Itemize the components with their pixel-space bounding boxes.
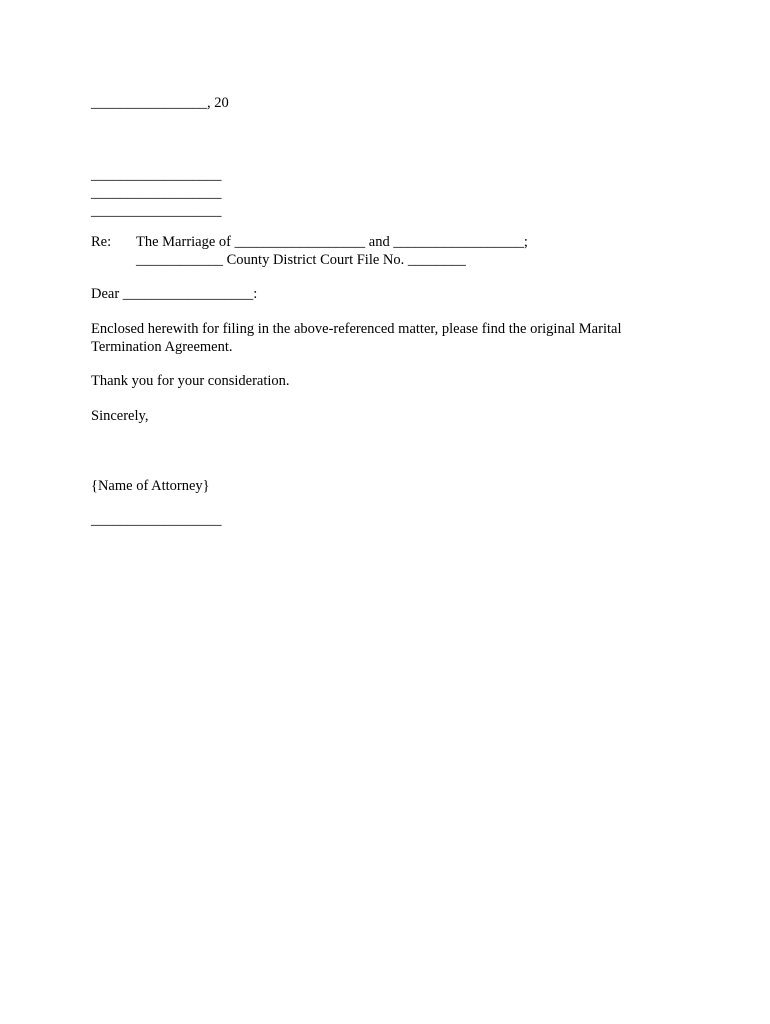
body-line-1: Enclosed herewith for filing in the above-referenced matter, please find the original Marital [91,321,622,337]
date-line: ________________, 20 [91,95,229,111]
closing: Sincerely, [91,408,149,424]
re-line-2: ____________ County District Court File No. ________ [136,252,466,268]
signer-name: {Name of Attorney} [91,478,210,494]
address-line-1: __________________ [91,167,222,183]
body-line-2: Termination Agreement. [91,339,233,355]
re-line-1: The Marriage of __________________ and __________________; [136,234,528,250]
signature-line: __________________ [91,512,222,528]
salutation: Dear __________________: [91,286,258,302]
address-line-3: __________________ [91,203,222,219]
thanks-line: Thank you for your consideration. [91,373,290,389]
re-label: Re: [91,234,112,250]
address-line-2: __________________ [91,185,222,201]
